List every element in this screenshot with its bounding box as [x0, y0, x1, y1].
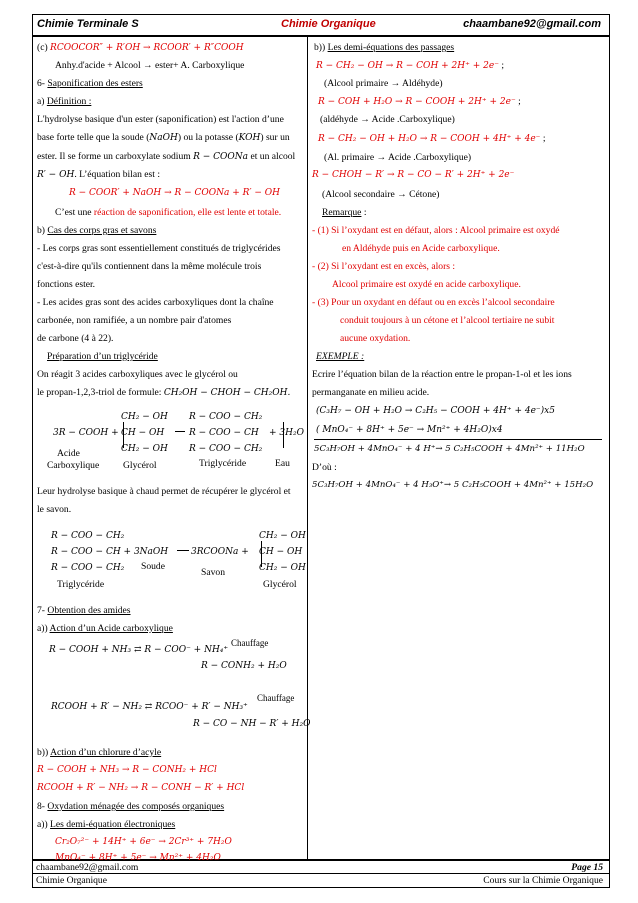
- def-line1: L'hydrolyse basique d'un ester (saponification) est l'action d’une: [37, 114, 284, 125]
- lbl-acide: Acide: [57, 448, 80, 459]
- ex-eq1: (C₃H₇ − OH + H₂O → C₂H₅ − COOH + 4H⁺ + 4e⁻)x5: [316, 406, 555, 416]
- def-line2c: ) sur un: [260, 132, 290, 143]
- amide-eq1: R − COOH + NH₃ ⇄ R − COO⁻ + NH₄⁺: [49, 645, 229, 655]
- lbl-carbox: Carboxylique: [47, 460, 100, 471]
- amide-prod2: R − CO − NH − R′ + H₂O: [193, 719, 311, 729]
- def-koh: KOH: [238, 133, 261, 143]
- s7a-title: Action d’un Acide carboxylique: [49, 623, 173, 634]
- b-label: b): [37, 225, 48, 236]
- lbl-glycerol: Glycérol: [123, 460, 157, 471]
- tri1: R − COO − CH₂: [189, 412, 263, 422]
- rem1c: en Aldéhyde puis en Acide carboxylique.: [342, 243, 500, 254]
- s-gly2: CH − OH: [259, 547, 303, 557]
- chauffage1: Chauffage: [231, 638, 269, 648]
- s8-number: 8-: [37, 801, 48, 812]
- s-arrow: [177, 550, 189, 551]
- rem3c: aucune oxydation.: [340, 333, 411, 344]
- cg-line3: fonctions ester.: [37, 279, 96, 290]
- lbl-eau: Eau: [275, 458, 290, 469]
- rem-colon: :: [361, 207, 367, 218]
- ag-line3: de carbone (4 à 22).: [37, 333, 114, 344]
- tri3: R − COO − CH₂: [189, 444, 263, 454]
- s7b-title: Action d’un chlorure d’acyle: [50, 747, 162, 758]
- acyl-eq2: RCOOH + R′ − NH₂ → R − CONH − R′ + HCl: [37, 783, 245, 793]
- def-rcoona: R − COONa: [193, 152, 249, 162]
- lbl-glycerol2: Glycérol: [263, 579, 297, 590]
- react-line1: On réagit 3 acides carboxyliques avec le glycérol ou: [37, 369, 238, 380]
- cest-text: C’est une: [55, 207, 94, 218]
- rem1a: - (1) Si l’oxydant est en défaut, alors :: [312, 225, 460, 236]
- gly2: CH − OH: [121, 428, 165, 438]
- s6-title: Saponification des esters: [47, 78, 143, 89]
- ox-eq2: MnO₄⁻ + 8H⁺ + 5e⁻ → Mn²⁺ + 4H₂O: [55, 853, 221, 863]
- ex-sum-rule: [314, 439, 602, 440]
- hydro-line2: le savon.: [37, 504, 72, 515]
- pass-desc4: (Alcool secondaire → Cétone): [322, 189, 440, 200]
- ex-dou: D’où :: [312, 462, 337, 473]
- ex-eq4: 5C₃H₇OH + 4MnO₄⁻ + 4 H₃O⁺→ 5 C₂H₅COOH + 4Mn²⁺ + 15H₂O: [312, 480, 594, 490]
- a-title: Définition :: [46, 96, 92, 107]
- ag-line2: carbonée, non ramifiée, a un nombre pair d'atomes: [37, 315, 232, 326]
- rem3b: conduit toujours à un cétone et l’alcool tertiaire ne subit: [340, 315, 555, 326]
- pass-eq2: R − COH + H₂O → R − COOH + 2H⁺ + 2e⁻: [318, 97, 516, 107]
- def-line4b: . L’équation bilan est :: [74, 169, 161, 180]
- s7-number: 7-: [37, 605, 48, 616]
- pass-desc1: (Alcool primaire → Aldéhyde): [324, 78, 443, 89]
- cest-red: réaction de saponification, elle est lente et totale.: [93, 207, 282, 218]
- b-title: Cas des corps gras et savons: [47, 225, 157, 236]
- s7-title: Obtention des amides: [47, 605, 131, 616]
- column-divider: [307, 37, 308, 859]
- def-line2a: base forte telle que la soude (: [37, 132, 150, 143]
- lbl-triglyceride2: Triglycéride: [57, 579, 105, 590]
- cg-line2: c'est-à-dire qu'ils contiennent dans la même molécule trois: [37, 261, 262, 272]
- footer-email: chaambane92@gmail.com: [36, 862, 139, 873]
- def-line3b: et un alcool: [248, 151, 296, 162]
- footer-left2: Chimie Organique: [36, 875, 107, 886]
- pass-eq1: R − CH₂ − OH → R − COH + 2H⁺ + 2e⁻: [316, 61, 499, 71]
- amide-prod1: R − CONH₂ + H₂O: [201, 661, 287, 671]
- footer-page: Page 15: [571, 862, 603, 873]
- s-tri1: R − COO − CH₂: [51, 531, 125, 541]
- s6-number: 6-: [37, 78, 48, 89]
- rb-label: b)): [314, 42, 328, 53]
- pass-eq2-end: ;: [515, 96, 521, 107]
- tri2: R − COO − CH: [189, 428, 259, 438]
- def-line2b: ) ou la potasse (: [177, 132, 239, 143]
- acyl-eq1: R − COOH + NH₃ → R − CONH₂ + HCl: [37, 765, 217, 775]
- ex-line2: permanganate en milieu acide.: [312, 387, 430, 398]
- pass-desc3: (Al. primaire → Acide .Carboxylique): [324, 152, 472, 163]
- gly1: CH₂ − OH: [121, 412, 168, 422]
- ox-eq1: Cr₂O₇²⁻ + 14H⁺ + 6e⁻ → 2Cr³⁺ + 7H₂O: [55, 837, 232, 847]
- ex-line1: Ecrire l’équation bilan de la réaction entre le propan-1-ol et les ions: [312, 369, 572, 380]
- def-naoh: NaOH: [149, 133, 178, 143]
- footer-rule: [33, 873, 609, 874]
- header-left: Chimie Terminale S: [37, 18, 139, 30]
- content-box: [32, 36, 610, 863]
- lbl-savon: Savon: [201, 567, 225, 578]
- a-label: a): [37, 96, 47, 107]
- s8a-label: a)): [37, 819, 51, 830]
- s-gly-bracket: [261, 541, 262, 567]
- s-tri3: R − COO − CH₂: [51, 563, 125, 573]
- def-roh: R′ − OH: [37, 170, 75, 180]
- c-equation: RCOOCOR″ + R′OH → RCOOR′ + R″COOH: [50, 43, 244, 53]
- rem1b: Alcool primaire est oxydé: [459, 225, 560, 236]
- lbl-triglyceride: Triglycéride: [199, 458, 247, 469]
- pass-eq1-end: ;: [498, 60, 505, 71]
- def-line3a: ester. Il se forme un carboxylate sodium: [37, 151, 194, 162]
- pass-eq3-end: ;: [540, 133, 546, 144]
- s8a-title: Les demi-équation électroniques: [50, 819, 176, 830]
- tg-acid: 3R − COOH +: [53, 428, 119, 438]
- gly-bracket: [123, 422, 124, 448]
- page: [32, 14, 610, 888]
- page-footer: [32, 860, 610, 888]
- hydro-line1: Leur hydrolyse basique à chaud permet de récupérer le glycérol et: [37, 486, 291, 497]
- header-right: chaambane92@gmail.com: [463, 18, 601, 30]
- ex-eq2: ( MnO₄⁻ + 8H⁺ + 5e⁻ → Mn²⁺ + 4H₂O)x4: [316, 425, 503, 435]
- ex-title: EXEMPLE :: [316, 351, 365, 362]
- c-description: Anhy.d'acide + Alcool → ester+ A. Carboxylique: [55, 60, 245, 71]
- amide-eq2: RCOOH + R′ − NH₂ ⇄ RCOO⁻ + R′ − NH₃⁺: [51, 702, 248, 712]
- header-center: Chimie Organique: [281, 18, 376, 30]
- ex-eq3: 5C₃H₇OH + 4MnO₄⁻ + 4 H⁺→ 5 C₂H₅COOH + 4Mn²⁺ + 11H₂O: [314, 444, 585, 454]
- footer-right2: Cours sur la Chimie Organique: [483, 875, 603, 886]
- c-label: (c): [37, 42, 51, 53]
- chauffage2: Chauffage: [257, 693, 295, 703]
- cg-line1: - Les corps gras sont essentiellement constitués de triglycérides: [37, 243, 281, 254]
- react-line2a: le propan-1,2,3-triol de formule:: [37, 387, 164, 398]
- rem2a: - (2) Si l’oxydant est en excès, alors :: [312, 261, 456, 272]
- pass-eq4: R − CHOH − R′ → R − CO − R′ + 2H⁺ + 2e⁻: [312, 170, 515, 180]
- prep-title: Préparation d’un triglycéride: [47, 351, 158, 362]
- s-gly1: CH₂ − OH: [259, 531, 306, 541]
- page-header: [32, 14, 610, 36]
- s-gly3: CH₂ − OH: [259, 563, 306, 573]
- lbl-soude: Soude: [141, 561, 165, 572]
- rem-title: Remarque: [322, 207, 362, 218]
- plus-water: + 3H₂O: [269, 428, 304, 438]
- rb-title: Les demi-équations des passages: [327, 42, 455, 53]
- pass-desc2: (aldéhyde → Acide .Carboxylique): [320, 114, 455, 125]
- s-tri2: R − COO − CH + 3NaOH: [51, 547, 169, 557]
- s7a-label: a)): [37, 623, 50, 634]
- rem2b: Alcool primaire est oxydé en acide carboxylique.: [332, 279, 521, 290]
- gly3: CH₂ − OH: [121, 444, 168, 454]
- ag-line1: - Les acides gras sont des acides carboxyliques dont la chaîne: [37, 297, 274, 308]
- glycerol-formula: CH₂OH − CHOH − CH₂OH.: [163, 388, 291, 398]
- rem3a: - (3) Pour un oxydant en défaut ou en excès l’alcool secondaire: [312, 297, 555, 308]
- saponification-equation: R − COOR′ + NaOH → R − COONa + R′ − OH: [69, 188, 280, 198]
- s-prod: 3RCOONa +: [191, 547, 249, 557]
- s7b-label: b)): [37, 747, 51, 758]
- tg-arrow: [175, 431, 185, 432]
- s8-title: Oxydation ménagée des composés organiques: [47, 801, 225, 812]
- pass-eq3: R − CH₂ − OH + H₂O → R − COOH + 4H⁺ + 4e⁻: [318, 134, 541, 144]
